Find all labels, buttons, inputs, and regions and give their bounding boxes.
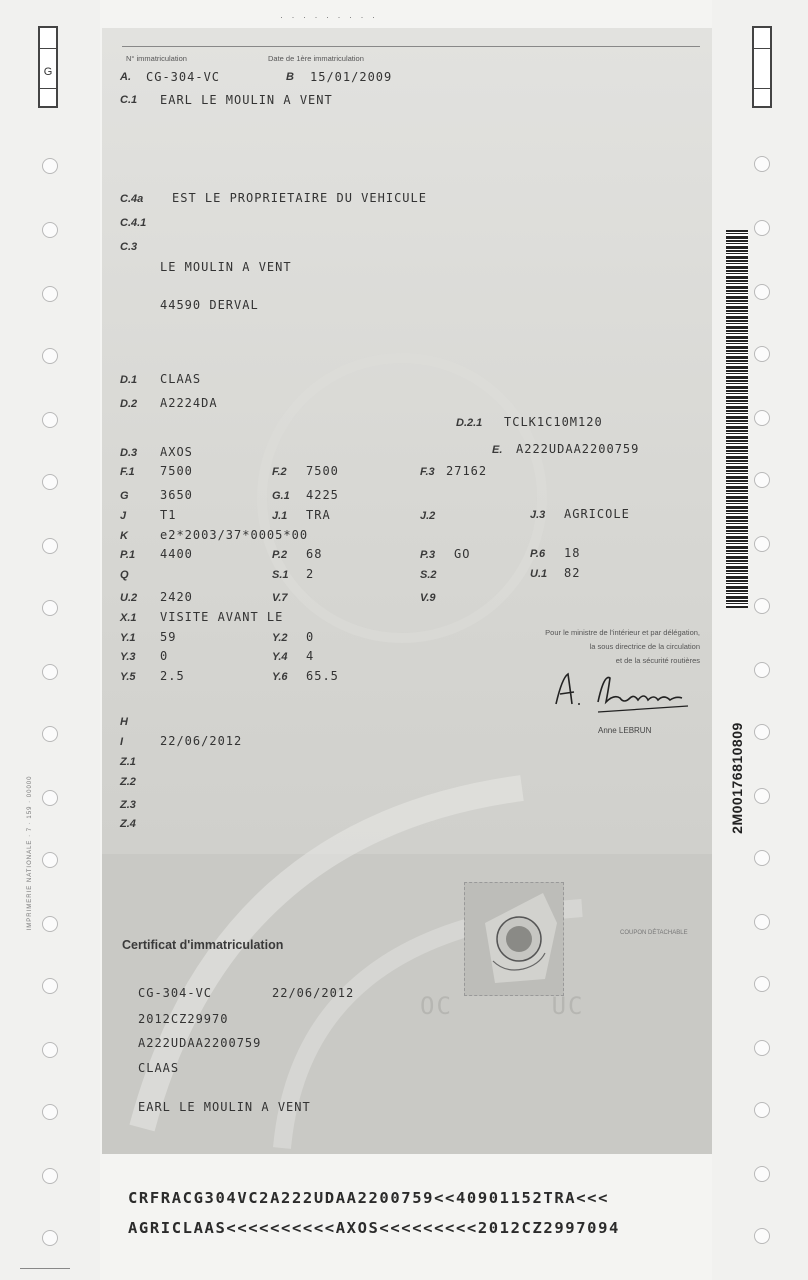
label-I: I [120,736,124,748]
field-Y6: 65.5 [306,669,339,683]
label-K: K [120,530,128,542]
field-Y5: 2.5 [160,669,185,683]
label-E: E. [492,444,503,456]
ghost-stamp-text: OC UC [420,992,585,1020]
field-A-plate: CG-304-VC [146,70,221,84]
label-Y5: Y.5 [120,671,136,683]
field-Y1: 59 [160,630,177,644]
field-P1: 4400 [160,547,193,561]
label-G: G [120,490,129,502]
field-C3-line1: LE MOULIN A VENT [160,260,292,274]
field-U1: 82 [564,566,581,580]
authority-line-1: Pour le ministre de l'intérieur et par délégation, [545,628,700,637]
right-margin-strip [712,0,808,1280]
label-U1: U.1 [530,568,548,580]
field-C3-line2: 44590 DERVAL [160,298,259,312]
label-J2: J.2 [420,510,436,522]
label-C1: C.1 [120,94,138,106]
top-rule [122,46,700,47]
label-Z1: Z.1 [120,756,136,768]
field-J: T1 [160,508,177,522]
label-J3: J.3 [530,509,546,521]
field-C1-holder: EARL LE MOULIN A VENT [160,93,333,107]
coupon-detachable-label: COUPON DÉTACHABLE [620,930,688,936]
vertical-barcode [726,230,748,608]
label-C3: C.3 [120,241,138,253]
coupon-owner: EARL LE MOULIN A VENT [138,1100,311,1114]
field-Y4: 4 [306,649,315,663]
field-B-date: 15/01/2009 [310,70,393,84]
printer-vertical-text: IMPRIMERIE NATIONALE · 7 · 159 · 00000 [27,775,33,931]
field-E-vin: A222UDAA2200759 [516,442,640,456]
field-I-date: 22/06/2012 [160,734,243,748]
coupon-ref: 2012CZ29970 [138,1012,229,1026]
registration-number-label: N° immatriculation [126,54,187,63]
label-B: B [286,71,294,83]
field-D21: TCLK1C10M120 [504,415,603,429]
field-Y3: 0 [160,649,169,663]
field-J3: AGRICOLE [564,507,630,521]
label-S2: S.2 [420,569,437,581]
field-U2: 2420 [160,590,193,604]
field-K: e2*2003/37*0005*00 [160,528,309,542]
mrz-line-1: CRFRACG304VC2A222UDAA2200759<<40901152TRA<<< [128,1189,609,1207]
label-Q: Q [120,569,129,581]
label-Y6: Y.6 [272,671,288,683]
label-J1: J.1 [272,510,288,522]
label-Y2: Y.2 [272,632,288,644]
field-D2-type: A2224DA [160,396,218,410]
label-Z2: Z.2 [120,776,136,788]
field-F1: 7500 [160,464,193,478]
field-F2: 7500 [306,464,339,478]
security-hologram [464,882,564,996]
label-X1: X.1 [120,612,137,624]
label-P3: P.3 [420,549,436,561]
field-P3: GO [454,547,471,561]
label-Z4: Z.4 [120,818,136,830]
field-P6: 18 [564,546,581,560]
coupon-brand: CLAAS [138,1061,180,1075]
label-Z3: Z.3 [120,799,136,811]
label-C4a: C.4a [120,193,144,205]
right-tab [752,26,772,108]
label-F2: F.2 [272,466,287,478]
label-D2: D.2 [120,398,138,410]
label-D21: D.2.1 [456,417,483,429]
first-registration-date-label: Date de 1ère immatriculation [268,54,364,63]
label-F1: F.1 [120,466,135,478]
authority-line-2: la sous directrice de la circulation [589,642,700,651]
label-Y4: Y.4 [272,651,288,663]
label-S1: S.1 [272,569,289,581]
field-G: 3650 [160,488,193,502]
field-P2: 68 [306,547,323,561]
label-D1: D.1 [120,374,138,386]
label-P2: P.2 [272,549,288,561]
top-cut-text: · · · · · · · · · [280,12,378,22]
coupon-vin: A222UDAA2200759 [138,1036,262,1050]
label-Y3: Y.3 [120,651,136,663]
coupon-date: 22/06/2012 [272,986,355,1000]
label-J: J [120,510,127,522]
label-C41: C.4.1 [120,217,147,229]
field-F3: 27162 [446,464,488,478]
left-margin-strip [0,0,100,1280]
label-H: H [120,716,128,728]
signatory-name: Anne LEBRUN [598,726,652,735]
field-Y2: 0 [306,630,315,644]
signature [548,668,698,718]
label-G1: G.1 [272,490,290,502]
field-S1: 2 [306,567,315,581]
authority-line-3: et de la sécurité routières [615,656,700,665]
coupon-plate: CG-304-VC [138,986,213,1000]
label-V7: V.7 [272,592,288,604]
label-F3: F.3 [420,466,435,478]
mrz-line-2: AGRICLAAS<<<<<<<<<<AXOS<<<<<<<<<2012CZ2997094 [128,1219,620,1237]
field-G1: 4225 [306,488,339,502]
field-C4a: EST LE PROPRIETAIRE DU VEHICULE [172,191,427,205]
label-P1: P.1 [120,549,136,561]
left-tab-letter: G [43,66,53,78]
left-tab [38,26,58,108]
label-D3: D.3 [120,447,138,459]
field-X1: VISITE AVANT LE [160,610,284,624]
label-Y1: Y.1 [120,632,136,644]
label-P6: P.6 [530,548,546,560]
label-A: A. [120,71,131,83]
field-J1: TRA [306,508,331,522]
coupon-title: Certificat d'immatriculation [122,938,284,952]
bottom-rule [20,1268,70,1269]
label-U2: U.2 [120,592,138,604]
field-D3-model: AXOS [160,445,193,459]
label-V9: V.9 [420,592,436,604]
field-D1-make: CLAAS [160,372,202,386]
serial-number: 2M00176810809 [729,722,745,834]
